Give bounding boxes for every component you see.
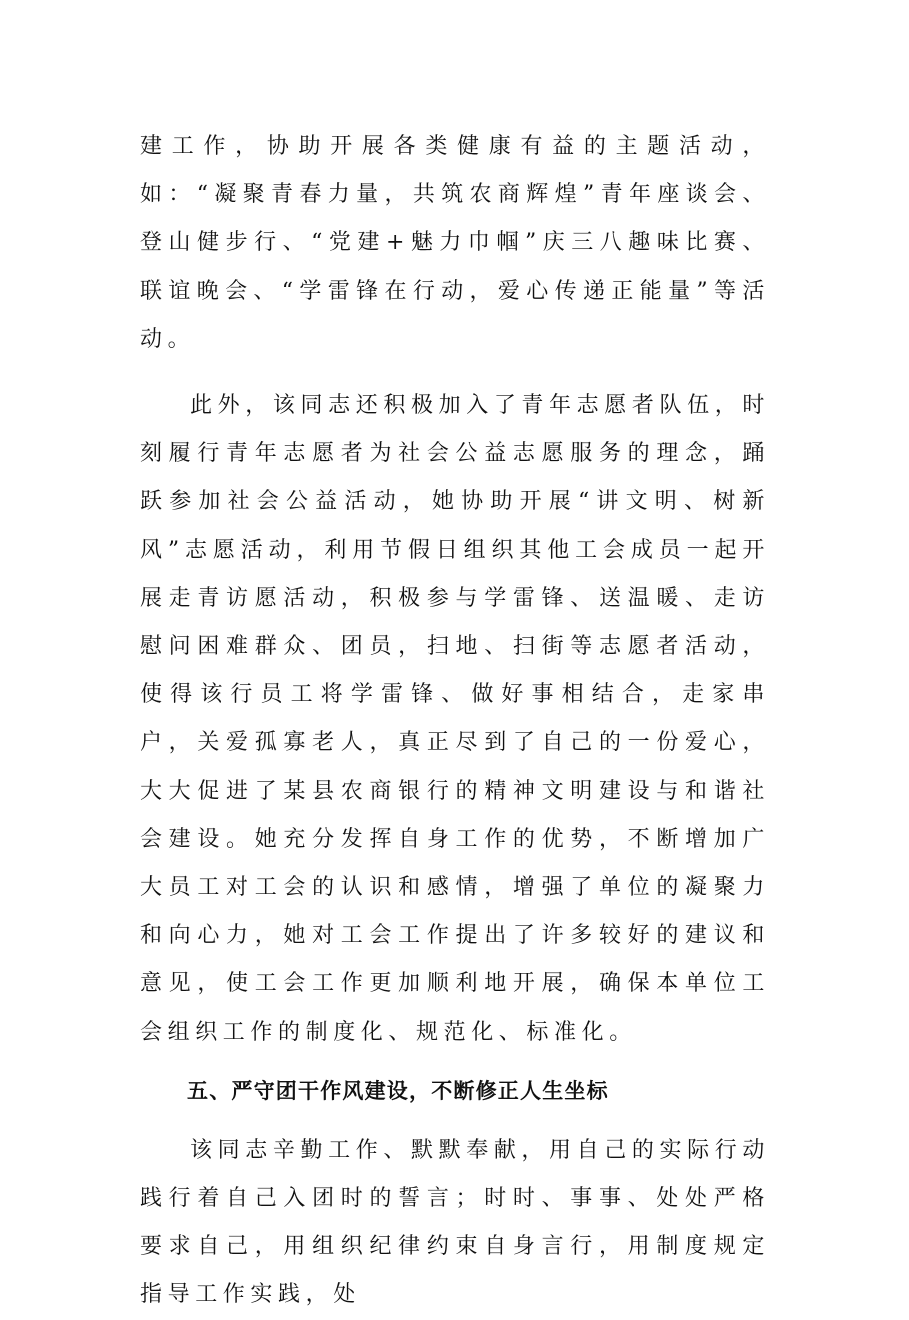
- paragraph-volunteer: 此外，该同志还积极加入了青年志愿者队伍，时刻履行青年志愿者为社会公益志愿服务的理念，踊跃参加社会公益活动，她协助开展“讲文明、树新风”志愿活动，利用节假日组织其他工会成员一起开展走青访愿活动，积极参与学雷锋、送温暖、走访慰问困难群众、团员，扫地、扫街等志愿者活动，使得该行员工将学雷锋、做好事相结合，走家串户，关爱孤寡老人，真正尽到了自己的一份爱心，大大促进了某县农商银行的精神文明建设与和谐社会建设。她充分发挥自身工作的优势，不断增加广大员工对工会的认识和感情，增强了单位的凝聚力和向心力，她对工会工作提出了许多较好的建议和意见，使工会工作更加顺利地开展，确保本单位工会组织工作的制度化、规范化、标准化。: [140, 393, 770, 1045]
- section-heading: 五、严守团干作风建设，不断修正人生坐标: [187, 1078, 609, 1103]
- paragraph-continuation: 建工作，协助开展各类健康有益的主题活动，如：“凝聚青春力量，共筑农商辉煌”青年座谈会、登山健步行、“党建+魅力巾帼”庆三八趣味比赛、联谊晚会、“学雷锋在行动，爱心传递正能量”等活动。: [140, 134, 770, 352]
- document-body: [140, 123, 770, 1320]
- paragraph-conduct: 该同志辛勤工作、默默奉献，用自己的实际行动践行着自己入团时的誓言；时时、事事、处处严格要求自己，用组织纪律约束自身言行，用制度规定指导工作实践，处: [140, 1137, 770, 1308]
